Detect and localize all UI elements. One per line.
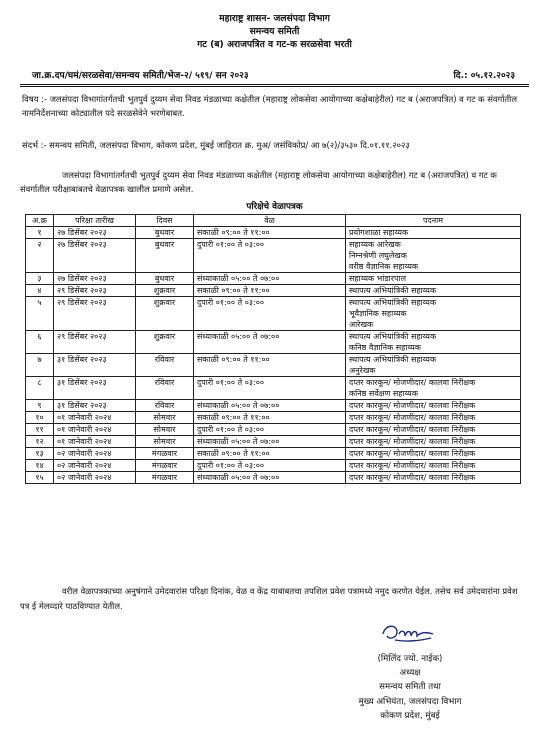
cell-posts	[346, 400, 521, 412]
signatory-block	[330, 652, 490, 723]
cell-time: दुपारी ०१:०० ते ०३:००	[194, 424, 346, 436]
intro-paragraph: जलसंपदा विभागांतर्गतची भुतपुर्व दुय्यम सेवा निवड मंडळाच्या कक्षेतील (महाराष्ट्र लोकसेवा आयोगाच्या कक्षेबाहेरील) गट ब (अराजपत्रित) व गट क संवर्गातील परीक्षाबाबतचे वेळापत्रक खालील प्रमाणे असेल.	[20, 170, 497, 194]
cell-time: संध्याकाळी ०५:०० ते ०७:००	[194, 273, 346, 285]
cell-serial: १२	[26, 436, 54, 448]
table-row	[26, 412, 521, 424]
letterhead	[20, 0, 529, 51]
header-time: वेळ	[194, 215, 346, 227]
cell-date: २९ डिसेंबर २०२३	[54, 285, 136, 297]
letterhead-line-2: समन्वय समिती	[249, 26, 300, 37]
cell-date: ३१ डिसेंबर २०२३	[54, 377, 136, 400]
cell-day: रविवार	[136, 354, 194, 377]
cell-day: शुक्रवार	[136, 297, 194, 331]
cell-posts	[346, 285, 521, 297]
cell-serial: ९	[26, 400, 54, 412]
cell-date: ३१ डिसेंबर २०२३	[54, 400, 136, 412]
table-row	[26, 472, 521, 484]
cell-posts	[346, 354, 521, 377]
reference-paragraph: संदर्भ :- समन्वय समिती, जलसंपदा विभाग, कोकण प्रदेश, मुंबई जाहिरात क्र. मुअ/ जसंविकोप्र/ आ ७(२)/३५३० दि.०१.११.२०२३	[22, 140, 410, 150]
cell-serial: ७	[26, 354, 54, 377]
reference-date: दि.: ०५.१२.२०२३	[453, 71, 515, 81]
cell-serial: १०	[26, 412, 54, 424]
cell-posts	[346, 331, 521, 354]
table-row	[26, 448, 521, 460]
cell-date: ०१ जानेवारी २०२४	[54, 436, 136, 448]
post-name: स्थापत्य अभियांत्रिकी सहाय्यक	[349, 298, 437, 307]
table-row	[26, 239, 521, 273]
cell-time: संध्याकाळी ०५:०० ते ०७:००	[194, 331, 346, 354]
cell-time: संध्याकाळी ०५:०० ते ०७:००	[194, 400, 346, 412]
post-name: दप्तर कारकून/ मोजणीदार/ कालवा निरीक्षक	[349, 449, 476, 458]
post-name: निम्नश्रेणी लघुलेखक	[349, 251, 407, 260]
post-name: दप्तर कारकून/ मोजणीदार/ कालवा निरीक्षक	[349, 473, 476, 482]
header-serial: अ.क्र	[26, 215, 54, 227]
cell-day: सोमवार	[136, 412, 194, 424]
post-name: दप्तर कारकून/ मोजणीदार/ कालवा निरीक्षक	[349, 461, 476, 470]
table-row	[26, 424, 521, 436]
cell-posts	[346, 436, 521, 448]
header-post: पदनाम	[346, 215, 521, 227]
letterhead-line-1: महाराष्ट्र शासन- जलसंपदा विभाग	[219, 13, 330, 24]
closing-paragraph: वरील वेळापत्रकाच्या अनुषंगाने उमेदवारांस परिक्षा दिनांक, वेळ व केंद्र याबाबतचा तपशिल प्रवेश पत्रामध्ये नमुद करणेत येईल. तसेच सर्व उमेदवारांना प्रवेश पत्र ई मेलव्दारे पाठविण्यात येतील.	[20, 586, 518, 611]
signatory-name: (मिलिंद ज्यो. नाईक)	[377, 654, 443, 664]
post-name: स्थापत्य अभियांत्रिकी सहाय्यक	[349, 332, 437, 341]
cell-serial: १४	[26, 460, 54, 472]
cell-posts	[346, 412, 521, 424]
cell-posts	[346, 472, 521, 484]
cell-posts	[346, 448, 521, 460]
cell-day: सोमवार	[136, 436, 194, 448]
cell-date: ०२ जानेवारी २०२४	[54, 460, 136, 472]
cell-time: दुपारी ०१:०० ते ०३:००	[194, 239, 346, 273]
cell-serial: १३	[26, 448, 54, 460]
cell-serial: २	[26, 239, 54, 273]
cell-date: २७ डिसेंबर २०२३	[54, 273, 136, 285]
divider-line	[20, 84, 529, 85]
cell-date: ०१ जानेवारी २०२४	[54, 412, 136, 424]
table-row	[26, 354, 521, 377]
post-name: दप्तर कारकून/ मोजणीदार/ कालवा निरीक्षक	[349, 378, 476, 387]
post-name: कनिष्ठ वैज्ञानिक सहाय्यक	[349, 343, 421, 352]
table-title: परिक्षेचे वेळापत्रक	[246, 202, 303, 212]
table-row	[26, 377, 521, 400]
cell-date: ३१ डिसेंबर २०२३	[54, 354, 136, 377]
cell-day: मंगळवार	[136, 448, 194, 460]
post-name: वरीष्ठ वैज्ञानिक सहाय्यक	[349, 262, 419, 271]
table-row	[26, 331, 521, 354]
cell-day: बुधवार	[136, 239, 194, 273]
divider-line	[20, 86, 529, 87]
cell-time: सकाळी ०९:०० ते ११:००	[194, 227, 346, 239]
post-name: अनुरेखक	[349, 366, 376, 375]
signatory-line-4: मुख्य अभियंता, जलसंपदा विभाग	[358, 696, 462, 707]
table-row	[26, 285, 521, 297]
cell-date: ०१ जानेवारी २०२४	[54, 424, 136, 436]
post-name: दप्तर कारकून/ मोजणीदार/ कालवा निरीक्षक	[349, 401, 476, 410]
cell-date: ०२ जानेवारी २०२४	[54, 448, 136, 460]
post-name: स्थापत्य अभियांत्रिकी सहाय्यक	[349, 286, 437, 295]
reference-number: जा.क्र.दप/घमं/सरळसेवा/समन्वय समिती/भेज-२/ ५१९/ सन २०२३	[32, 71, 249, 81]
reference-line	[20, 68, 529, 82]
cell-day: मंगळवार	[136, 472, 194, 484]
cell-serial: ६	[26, 331, 54, 354]
cell-posts	[346, 297, 521, 331]
post-name: कनिष्ठ सर्वेक्षण सहाय्यक	[349, 389, 418, 398]
cell-date: २७ डिसेंबर २०२३	[54, 227, 136, 239]
cell-serial: ११	[26, 424, 54, 436]
letterhead-line-3: गट (ब) अराजपत्रित व गट-क सरळसेवा भरती	[197, 39, 352, 50]
post-name: दप्तर कारकून/ मोजणीदार/ कालवा निरीक्षक	[349, 425, 476, 434]
cell-date: २९ डिसेंबर २०२३	[54, 331, 136, 354]
subject-paragraph: विषय :- जलसंपदा विभागांतर्गतची भुतपुर्व दुय्यम सेवा निवड मंडळाच्या कक्षेतील (महाराष्ट्र लोकसेवा आयोगाच्या कक्षेबाहेरील) गट ब (अराजपत्रित) व गट क संवर्गातील नामनिर्देशनाच्या कोट्यातील पदे सरळसेवेने भरणेबाबत.	[22, 94, 518, 118]
cell-serial: ८	[26, 377, 54, 400]
post-name: प्रयोगशाळा सहाय्यक	[349, 228, 409, 237]
cell-posts	[346, 377, 521, 400]
header-date: परिक्षा तारीख	[54, 215, 136, 227]
table-row	[26, 460, 521, 472]
post-name: भूवैज्ञानिक सहाय्यक	[349, 309, 407, 318]
table-row	[26, 227, 521, 239]
table-row	[26, 436, 521, 448]
post-name: सहाय्यक आरेखक	[349, 240, 401, 249]
signatory-line-3: समन्वय समिती तथा	[379, 682, 441, 693]
cell-day: बुधवार	[136, 227, 194, 239]
post-name: दप्तर कारकून/ मोजणीदार/ कालवा निरीक्षक	[349, 413, 476, 422]
cell-time: सकाळी ०९:०० ते ११:००	[194, 412, 346, 424]
post-name: आरेखक	[349, 320, 374, 329]
cell-day: बुधवार	[136, 273, 194, 285]
signatory-line-5: कोकण प्रदेश, मुंबई	[380, 710, 440, 721]
signature	[340, 620, 480, 646]
cell-posts	[346, 227, 521, 239]
cell-time: दुपारी ०१:०० ते ०३:००	[194, 297, 346, 331]
cell-serial: ४	[26, 285, 54, 297]
cell-serial: १५	[26, 472, 54, 484]
cell-date: ०२ जानेवारी २०२४	[54, 472, 136, 484]
table-row	[26, 400, 521, 412]
cell-posts	[346, 273, 521, 285]
cell-day: सोमवार	[136, 424, 194, 436]
table-row	[26, 297, 521, 331]
signatory-designation: अध्यक्ष	[399, 668, 421, 679]
cell-date: २७ डिसेंबर २०२३	[54, 239, 136, 273]
cell-day: शुक्रवार	[136, 285, 194, 297]
post-name: दप्तर कारकून/ मोजणीदार/ कालवा निरीक्षक	[349, 437, 476, 446]
cell-time: सकाळी ०९:०० ते ११:००	[194, 354, 346, 377]
cell-serial: ३	[26, 273, 54, 285]
cell-day: मंगळवार	[136, 460, 194, 472]
table-row	[26, 273, 521, 285]
cell-time: सकाळी ०९:०० ते ११:००	[194, 448, 346, 460]
cell-day: रविवार	[136, 400, 194, 412]
cell-serial: १	[26, 227, 54, 239]
header-day: दिवस	[136, 215, 194, 227]
cell-day: रविवार	[136, 377, 194, 400]
cell-time: सकाळी ०९:०० ते ११:००	[194, 285, 346, 297]
post-name: स्थापत्य अभियांत्रिकी सहाय्यक	[349, 355, 437, 364]
cell-serial: ५	[26, 297, 54, 331]
cell-date: २९ डिसेंबर २०२३	[54, 297, 136, 331]
cell-posts	[346, 239, 521, 273]
cell-posts	[346, 424, 521, 436]
cell-time: संध्याकाळी ०५:०० ते ०७:००	[194, 436, 346, 448]
cell-time: संध्याकाळी ०५:०० ते ०७:००	[194, 472, 346, 484]
table-header-row	[26, 215, 521, 227]
post-name: सहाय्यक भांडारपाल	[349, 274, 407, 283]
table-body	[26, 227, 521, 484]
cell-posts	[346, 460, 521, 472]
cell-time: दुपारी ०१:०० ते ०३:००	[194, 460, 346, 472]
cell-day: शुक्रवार	[136, 331, 194, 354]
exam-schedule-table	[25, 214, 521, 484]
cell-time: दुपारी ०१:०० ते ०३:००	[194, 377, 346, 400]
